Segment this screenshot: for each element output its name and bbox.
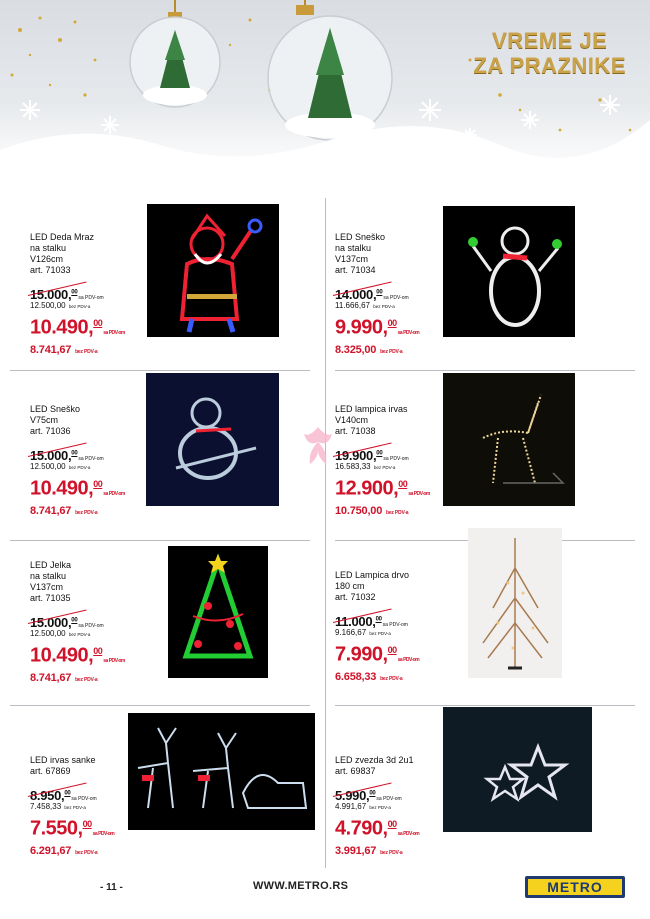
product-info (30, 232, 150, 356)
vat-excluded-label: bez PDV-a (380, 849, 403, 856)
old-price (335, 787, 455, 801)
new-price-net-value: 8.741,67 (30, 504, 72, 517)
product-photo-tree-lights (468, 528, 562, 678)
product-photo-reindeer-lights (443, 373, 575, 506)
vat-included-label: sa PDV-om (78, 456, 104, 462)
footer (0, 872, 650, 902)
old-price (30, 286, 150, 300)
website-link[interactable]: WWW.METRO.RS (253, 880, 349, 892)
old-price-decimals: 00 (376, 289, 383, 296)
vat-included-label: sa PDV-om (383, 456, 409, 462)
new-price (335, 813, 455, 845)
new-price-net-value: 10.750,00 (335, 504, 383, 517)
vat-included-label: sa PDV-om (78, 623, 104, 629)
old-price-net (335, 301, 455, 310)
new-price-main: 12.900, (335, 477, 399, 500)
product-photo-xmas-tree (168, 546, 268, 678)
header-banner (0, 0, 650, 185)
new-price-net (335, 671, 455, 683)
new-price-main: 4.790, (335, 817, 388, 840)
vat-included-label: sa PDV-om (103, 657, 125, 664)
old-price-main: 15.000, (30, 448, 72, 463)
old-price-main: 5.990, (335, 788, 370, 803)
product-photo-santa (147, 204, 279, 337)
old-price-net (335, 628, 455, 637)
new-price-main: 10.490, (30, 316, 94, 339)
old-price-main: 8.950, (30, 788, 65, 803)
vat-excluded-label: bez PDV-a (75, 676, 98, 683)
product-photo-snowman-small (146, 373, 279, 506)
vat-excluded-label: bez PDV-a (380, 348, 403, 355)
product-info (30, 560, 150, 684)
old-price-net-value: 11.666,67 (335, 301, 370, 310)
old-price (30, 614, 150, 628)
old-price-net-value: 12.500,00 (30, 629, 66, 638)
vat-included-label: sa PDV-om (397, 656, 420, 663)
vat-excluded-label: bez PDV-a (64, 805, 86, 810)
new-price-net (335, 505, 455, 517)
vat-excluded-label: bez PDV-a (369, 805, 391, 810)
new-price-main: 7.550, (30, 817, 83, 840)
new-price (30, 312, 150, 344)
new-price-net-value: 8.741,67 (30, 671, 72, 684)
new-price (335, 312, 455, 344)
vat-excluded-label: bez PDV-a (75, 509, 98, 516)
new-price-net (30, 845, 150, 857)
headline (473, 28, 626, 78)
old-price-net-value: 4.991,67 (335, 802, 367, 811)
old-price-net-value: 12.500,00 (30, 301, 66, 310)
product-name: LED Deda Mraz na stalku V126cm art. 71033 (30, 232, 95, 275)
old-price-main: 14.000, (335, 287, 377, 302)
old-price-net-value: 7.458,33 (30, 802, 62, 811)
vat-excluded-label: bez PDV-a (373, 304, 395, 309)
vat-excluded-label: bez PDV-a (386, 509, 409, 516)
product-name: LED Sneško na stalku V137cm art. 71034 (335, 232, 386, 275)
old-price-net (335, 462, 455, 471)
product-info (335, 570, 455, 683)
vat-included-label: sa PDV-om (397, 830, 420, 837)
old-price-decimals: 00 (376, 450, 383, 457)
new-price-decimals: 00 (387, 318, 397, 328)
new-price (335, 473, 455, 505)
old-price-main: 15.000, (30, 615, 72, 630)
vat-included-label: sa PDV-om (408, 490, 430, 497)
pink-emblem-icon (300, 422, 336, 468)
vat-excluded-label: bez PDV-a (373, 465, 396, 470)
vat-excluded-label: bez PDV-a (68, 632, 91, 637)
vat-included-label: sa PDV-om (382, 622, 408, 628)
old-price-main: 19.900, (335, 448, 377, 463)
new-price (335, 639, 455, 671)
new-price (30, 640, 150, 672)
new-price-main: 7.990, (335, 643, 388, 666)
headline-line-2: ZA PRAZNIKE (473, 53, 626, 78)
old-price (30, 447, 150, 461)
metro-logo-text: METRO (547, 879, 603, 895)
product-info (335, 755, 455, 857)
new-price-decimals: 00 (387, 819, 397, 829)
page-number: - 11 - (100, 882, 123, 893)
new-price-net (335, 344, 455, 356)
new-price-main: 10.490, (30, 644, 94, 667)
new-price-net (335, 845, 455, 857)
vat-included-label: sa PDV-om (397, 329, 420, 336)
product-photo-reindeer-sleigh (128, 713, 315, 830)
product-name: LED Sneško V75cm art. 71036 (30, 404, 81, 436)
new-price-decimals: 00 (387, 645, 397, 655)
vat-included-label: sa PDV-om (78, 295, 104, 301)
new-price-decimals: 00 (93, 318, 103, 328)
vat-excluded-label: bez PDV-a (68, 304, 91, 309)
metro-logo (525, 876, 625, 898)
vat-excluded-label: bez PDV-a (75, 849, 98, 856)
old-price-decimals: 00 (64, 790, 71, 797)
old-price-decimals: 00 (369, 790, 376, 797)
new-price-decimals: 00 (398, 479, 408, 489)
old-price-net (30, 629, 150, 638)
vat-included-label: sa PDV-om (71, 796, 97, 802)
new-price-decimals: 00 (93, 479, 103, 489)
new-price-net (30, 505, 150, 517)
old-price-decimals: 00 (71, 289, 78, 296)
new-price-net-value: 6.291,67 (30, 844, 72, 857)
new-price-net-value: 8.325,00 (335, 343, 377, 356)
new-price-net (30, 672, 150, 684)
old-price-net (30, 462, 150, 471)
product-photo-stars (443, 707, 592, 832)
old-price-net (335, 802, 455, 811)
new-price-net (30, 344, 150, 356)
vat-included-label: sa PDV-om (103, 490, 125, 497)
vat-excluded-label: bez PDV-a (369, 631, 391, 636)
new-price-net-value: 8.741,67 (30, 343, 72, 356)
product-name: LED irvas sanke art. 67869 (30, 755, 96, 776)
vat-included-label: sa PDV-om (103, 329, 125, 336)
product-photo-snowman (443, 206, 575, 337)
old-price-decimals: 00 (71, 617, 78, 624)
vat-excluded-label: bez PDV-a (380, 675, 403, 682)
old-price-net (30, 301, 150, 310)
old-price-decimals: 00 (71, 450, 78, 457)
product-info (30, 404, 150, 517)
old-price (335, 447, 455, 461)
new-price-decimals: 00 (93, 646, 103, 656)
old-price-main: 15.000, (30, 287, 72, 302)
product-name: LED Jelka na stalku V137cm art. 71035 (30, 560, 72, 603)
vat-excluded-label: bez PDV-a (68, 465, 91, 470)
vat-included-label: sa PDV-om (376, 796, 402, 802)
product-name: LED Lampica drvo 180 cm art. 71032 (335, 570, 410, 602)
product-info (335, 232, 455, 356)
vat-excluded-label: bez PDV-a (75, 348, 98, 355)
new-price-net-value: 6.658,33 (335, 670, 377, 683)
old-price-net-value: 9.166,67 (335, 628, 367, 637)
product-name: LED zvezda 3d 2u1 art. 69837 (335, 755, 414, 776)
headline-line-1: VREME JE (492, 28, 608, 53)
old-price-net-value: 12.500,00 (30, 462, 66, 471)
old-price-decimals: 00 (375, 616, 382, 623)
old-price-net-value: 16.583,33 (335, 462, 371, 471)
product-name: LED lampica irvas V140cm art. 71038 (335, 404, 408, 436)
new-price-main: 10.490, (30, 477, 94, 500)
old-price (335, 286, 455, 300)
product-info (335, 404, 455, 517)
new-price-main: 9.990, (335, 316, 388, 339)
new-price-decimals: 00 (82, 819, 92, 829)
vat-included-label: sa PDV-om (92, 830, 115, 837)
new-price-net-value: 3.991,67 (335, 844, 377, 857)
new-price (30, 473, 150, 505)
product-card[interactable] (0, 560, 325, 728)
old-price-main: 11.000, (335, 614, 376, 629)
vat-included-label: sa PDV-om (383, 295, 409, 301)
old-price (335, 613, 455, 627)
